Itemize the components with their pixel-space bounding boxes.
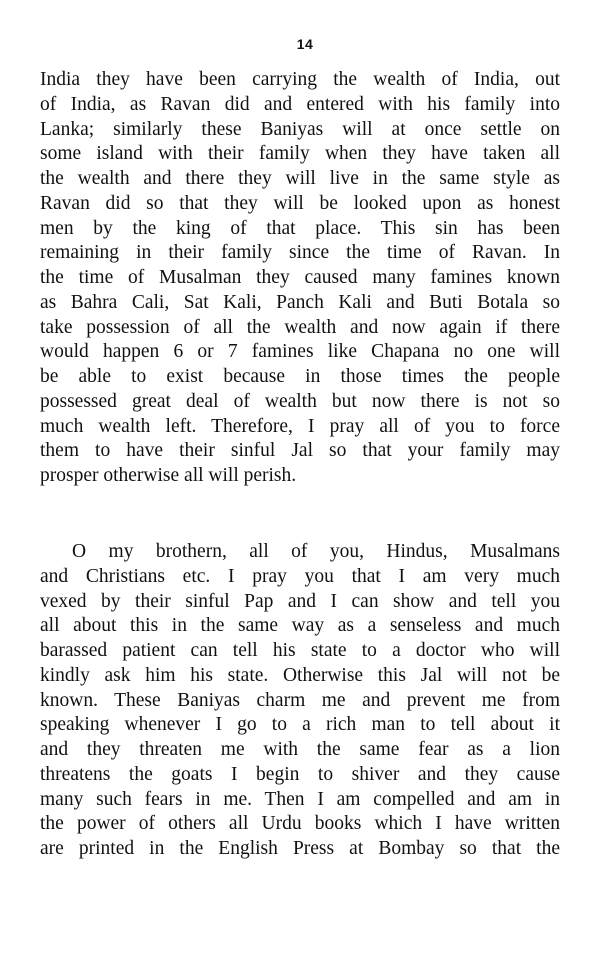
text-line: be able to exist because in those times the people — [40, 366, 560, 387]
text-line: and they threaten me with the same fear as a lion — [40, 739, 560, 760]
text-line: speaking whenever I go to a rich man to tell about it — [40, 714, 560, 736]
text-line: Ravan did so that they will be looked upon as honest — [40, 192, 560, 214]
text-line: known. These Baniyas charm me and prevent me from — [40, 689, 560, 711]
text-line: them to have their sinful Jal so that your family may — [40, 440, 560, 462]
text-line: O my brothern, all of you, Hindus, Musalmans — [72, 541, 560, 562]
text-line: of India, as Ravan did and entered with his family into — [40, 93, 560, 115]
text-line: would happen 6 or 7 famines like Chapana no one will — [40, 341, 560, 363]
text-line: much wealth left. Therefore, I pray all of you to force — [40, 415, 560, 437]
text-line: prosper otherwise all will perish. — [40, 465, 297, 486]
text-line: all about this in the same way as a senseless and much — [40, 615, 560, 637]
text-line: vexed by their sinful Pap and I can show and tell you — [40, 590, 560, 612]
text-line: men by the king of that place. This sin has been — [40, 217, 560, 239]
text-line: India they have been carrying the wealth of India, out — [40, 69, 560, 90]
text-line: kindly ask him his state. Otherwise this Jal will not be — [40, 664, 560, 686]
text-line: the power of others all Urdu books which I have written — [40, 813, 560, 835]
text-line: take possession of all the wealth and now again if there — [40, 316, 560, 338]
text-line: Lanka; similarly these Baniyas will at once settle on — [40, 118, 560, 140]
text-line: many such fears in me. Then I am compelled and am in — [40, 788, 560, 810]
text-line: the wealth and there they will live in the same style as — [40, 168, 560, 189]
text-line: threatens the goats I begin to shiver and they cause — [40, 763, 560, 785]
text-line: remaining in their family since the time of Ravan. In — [40, 242, 560, 264]
text-line: some island with their family when they have taken all — [40, 143, 560, 165]
text-line: are printed in the English Press at Bombay so that the — [40, 838, 560, 859]
text-line: barassed patient can tell his state to a doctor who will — [40, 640, 560, 661]
text-line: and Christians etc. I pray you that I am very much — [40, 565, 560, 587]
page-number: 14 — [296, 36, 314, 52]
text-line: as Bahra Cali, Sat Kali, Panch Kali and Buti Botala so — [40, 291, 560, 313]
text-line: possessed great deal of wealth but now there is not so — [40, 390, 560, 412]
paragraph-2 — [40, 540, 560, 862]
paragraph-1 — [40, 68, 560, 489]
text-line: the time of Musalman they caused many famines known — [40, 267, 560, 288]
